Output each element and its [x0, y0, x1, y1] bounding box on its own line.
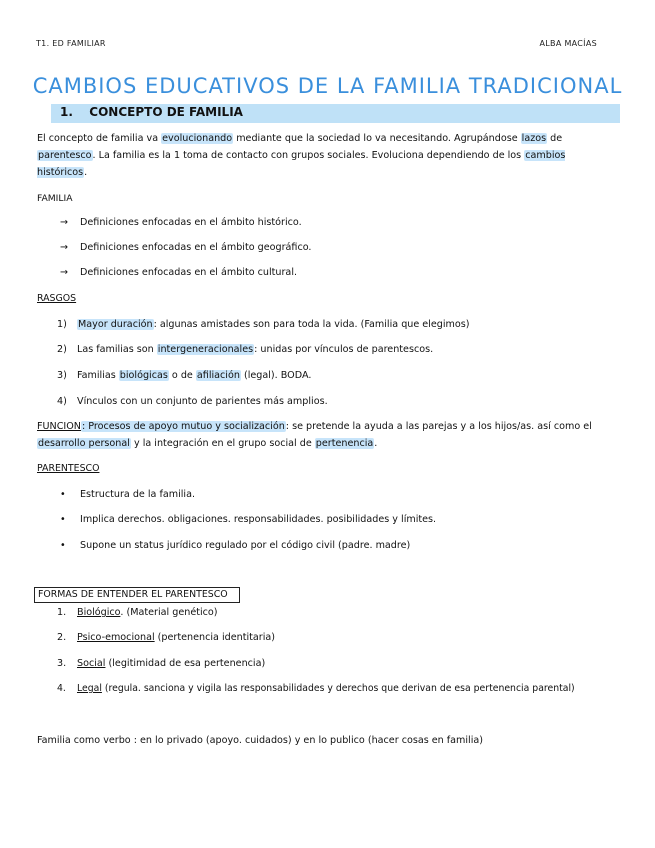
- familia-heading: FAMILIA: [37, 193, 73, 204]
- intro-text: mediante que la sociedad lo va necesitando. Agrupándose: [233, 133, 521, 144]
- funcion-highlight: : Procesos de apoyo mutuo y socialización: [81, 421, 285, 432]
- list-item: [57, 395, 328, 409]
- intro-text: . La familia es la 1 toma de contacto con grupos sociales. Evoluciona dependiendo de los: [92, 150, 525, 161]
- list-item-term: Biológico: [77, 607, 121, 618]
- list-item: [57, 631, 275, 645]
- funcion-label: FUNCION: [37, 421, 81, 432]
- bullet-icon: •: [60, 489, 66, 500]
- list-item: [57, 369, 311, 383]
- intro-text: .: [84, 167, 88, 178]
- document-title: CAMBIOS EDUCATIVOS DE LA FAMILIA TRADICIONAL: [32, 74, 623, 98]
- list-number: 1.: [57, 607, 67, 618]
- intro-highlight: lazos: [521, 133, 547, 144]
- list-item: [60, 488, 195, 502]
- list-item-text: : algunas amistades son para toda la vida. (Familia que elegimos): [153, 319, 470, 330]
- arrow-icon: →: [60, 217, 69, 228]
- section-label: CONCEPTO DE FAMILIA: [89, 105, 243, 119]
- intro-text: de: [547, 133, 563, 144]
- list-item-text: o de: [168, 370, 196, 381]
- list-item-text: Definiciones enfocadas en el ámbito histórico.: [80, 217, 302, 228]
- list-item: [60, 216, 302, 230]
- list-item: [60, 539, 410, 553]
- funcion-highlight: desarrollo personal: [38, 438, 130, 449]
- header-author: ALBA MACÍAS: [539, 39, 597, 48]
- list-item-highlight: afiliación: [196, 370, 240, 381]
- list-number: 1): [57, 319, 67, 330]
- list-item-text: Vínculos con un conjunto de parientes más amplios.: [77, 396, 328, 407]
- formas-heading-box: FORMAS DE ENTENDER EL PARENTESCO: [34, 587, 240, 603]
- list-item-text: . (Material genético): [120, 607, 218, 618]
- list-number: 3): [57, 370, 67, 381]
- footer-note: Familia como verbo : en lo privado (apoyo. cuidados) y en lo publico (hacer cosas en familia): [37, 735, 484, 746]
- arrow-icon: →: [60, 242, 69, 253]
- list-item-text: Las familias son: [77, 344, 157, 355]
- list-item-text: Estructura de la familia.: [80, 489, 195, 500]
- list-number: 2.: [57, 632, 67, 643]
- list-item-text: (pertenencia identitaria): [154, 632, 275, 643]
- list-item-text: Definiciones enfocadas en el ámbito geográfico.: [80, 242, 312, 253]
- intro-highlight: cambios históricos: [37, 150, 566, 178]
- intro-highlight: parentesco: [38, 150, 92, 161]
- intro-paragraph: [37, 130, 612, 181]
- parentesco-heading: PARENTESCO: [37, 463, 100, 474]
- section-number: 1.: [60, 105, 73, 119]
- list-item: [57, 657, 265, 671]
- intro-highlight: evolucionando: [162, 133, 233, 144]
- list-item-text: Implica derechos. obligaciones. responsabilidades. posibilidades y límites.: [80, 514, 437, 525]
- funcion-text: y la integración en el grupo social de: [130, 438, 315, 449]
- list-item-text: Definiciones enfocadas en el ámbito cultural.: [80, 267, 298, 278]
- list-item: [60, 266, 297, 280]
- list-item: [60, 513, 436, 527]
- list-item-term: Psico-emocional: [77, 632, 155, 643]
- list-number: 4.: [57, 683, 66, 694]
- list-item: [57, 682, 575, 696]
- list-item-term: Social: [77, 658, 106, 669]
- list-item-text: Supone un status jurídico regulado por el código civil (padre. madre): [80, 540, 411, 551]
- funcion-text: : se pretende la ayuda a las parejas y a los hijos/as. así como el: [285, 421, 592, 432]
- list-item-text: (legal). BODA.: [240, 370, 312, 381]
- list-item-term: Legal: [77, 683, 102, 694]
- list-item-highlight: intergeneracionales: [157, 344, 254, 355]
- list-item-text: : unidas por vínculos de parentescos.: [254, 344, 434, 355]
- list-item-text: (legitimidad de esa pertenencia): [105, 658, 266, 669]
- list-item-text: (regula. sanciona y vigila las responsabilidades y derechos que derivan de esa pertenencia parental): [101, 683, 575, 694]
- list-number: 3.: [57, 658, 67, 669]
- list-item: [60, 241, 311, 255]
- list-item: [57, 343, 433, 357]
- list-item-text: Familias: [77, 370, 119, 381]
- funcion-paragraph: [37, 418, 612, 452]
- intro-text: El concepto de familia va: [37, 133, 162, 144]
- list-number: 2): [57, 344, 67, 355]
- section-heading: [60, 105, 243, 119]
- bullet-icon: •: [60, 514, 66, 525]
- list-number: 4): [57, 396, 67, 407]
- list-item-highlight: Mayor duración: [78, 319, 153, 330]
- rasgos-heading: RASGOS: [37, 293, 77, 304]
- header-course: T1. ED FAMILIAR: [36, 39, 106, 48]
- bullet-icon: •: [60, 540, 66, 551]
- funcion-text: .: [374, 438, 378, 449]
- funcion-highlight: pertenencia: [315, 438, 374, 449]
- list-item: [57, 318, 470, 332]
- arrow-icon: →: [60, 267, 69, 278]
- list-item: [57, 606, 218, 620]
- list-item-highlight: biológicas: [119, 370, 168, 381]
